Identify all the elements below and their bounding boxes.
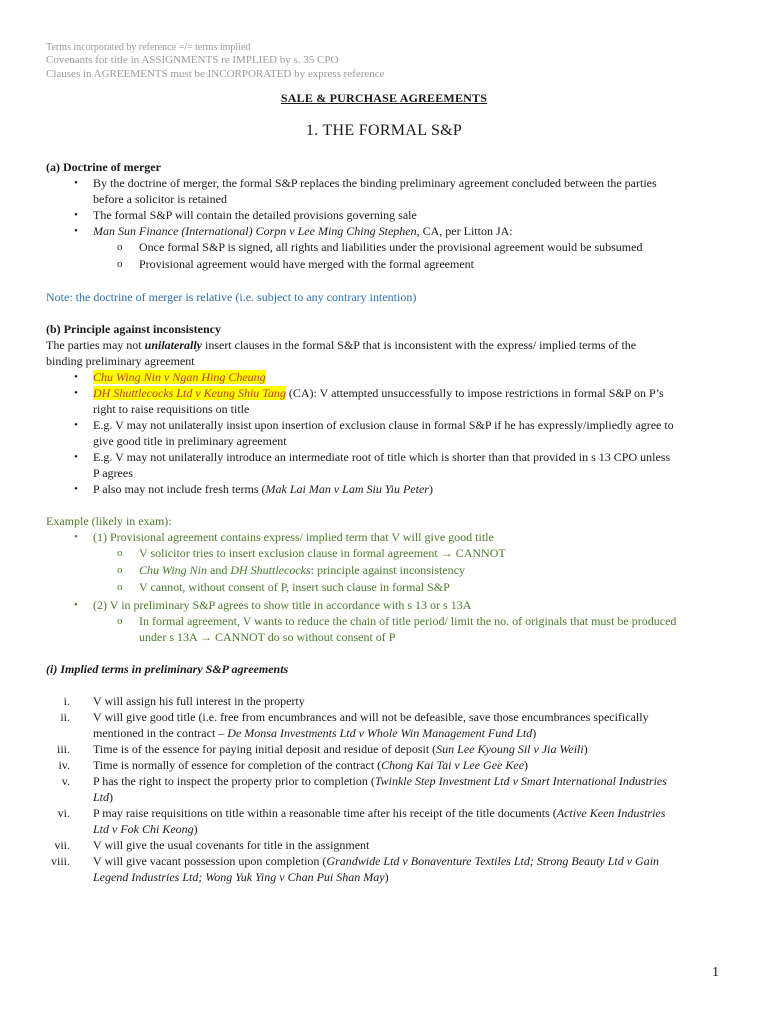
merger-subpoint-1: Once formal S&P is signed, all rights and liabilities under the provisional agreement would be subsumed <box>139 240 643 254</box>
document-title: SALE & PURCHASE AGREEMENTS <box>280 91 488 105</box>
sub-bullet-icon: o <box>117 615 123 627</box>
case-name: Active Keen Industries <box>556 806 666 820</box>
inconsistency-example-1-line-1: E.g. V may not unilaterally insist upon insertion of exclusion clause in formal S&P if he has expressly/impliedly agree to <box>93 418 674 432</box>
inconsistency-intro-line-1: The parties may not unilaterally insert clauses in the formal S&P that is inconsistent with the express/ implied terms of the <box>46 338 637 352</box>
merger-subpoint-2: Provisional agreement would have merged with the formal agreement <box>139 257 475 271</box>
heading-principle-against-inconsistency: (b) Principle against inconsistency <box>46 322 222 336</box>
case-name: De Monsa Investments Ltd v Whole Win Management Fund Ltd <box>227 726 533 740</box>
example-1: (1) Provisional agreement contains express/ implied term that V will give good title <box>93 530 494 544</box>
list-number: vi. <box>57 806 70 820</box>
highlighted-case-name: DH Shuttlecocks Ltd v Keung Shiu Tang <box>93 386 286 400</box>
bullet-icon: • <box>74 371 78 383</box>
case-name: Grandwide Ltd v Bonaventure Textiles Ltd; Strong Beauty Ltd v Gain <box>326 854 660 868</box>
header-note-2: Covenants for title in ASSIGNMENTS re IMPLIED by s. 35 CPO <box>46 54 339 66</box>
sub-bullet-icon: o <box>117 258 123 270</box>
example-1-sub-3: V cannot, without consent of P, insert such clause in formal S&P <box>139 580 450 594</box>
inconsistency-example-1-line-2: give good title in preliminary agreement <box>93 434 287 448</box>
emphasis: unilaterally <box>144 338 202 352</box>
case-chu-wing-nin <box>93 369 266 385</box>
inconsistency-example-2-line-2: P agrees <box>93 466 133 480</box>
merger-point-1-line-2: before a solicitor is retained <box>93 192 227 206</box>
section-title: 1. THE FORMAL S&P <box>305 122 463 139</box>
case-dh-shuttlecocks: DH Shuttlecocks Ltd v Keung Shiu Tang (CA): V attempted unsuccessfully to impose restrictions in formal S&P on P’s <box>93 386 664 400</box>
header-note-3: Clauses in AGREEMENTS must be INCORPORATED by express reference <box>46 68 385 80</box>
list-number: vii. <box>54 838 70 852</box>
sub-bullet-icon: o <box>117 241 123 253</box>
bullet-icon: • <box>74 419 78 431</box>
example-2-sub-1-line-2: under s 13A → CANNOT do so without consent of P <box>139 630 396 644</box>
page-number: 1 <box>712 965 719 980</box>
example-1-sub-1: V solicitor tries to insert exclusion clause in formal agreement → CANNOT <box>139 546 506 560</box>
implied-term-8-line-1: V will give vacant possession upon completion (Grandwide Ltd v Bonaventure Textiles Ltd; Strong Beauty Ltd v Gain <box>93 854 660 868</box>
case-name: Sun Lee Kyoung Sil v Jia Weili <box>436 742 584 756</box>
sub-bullet-icon: o <box>117 581 123 593</box>
sub-bullet-icon: o <box>117 564 123 576</box>
heading-implied-terms: (i) Implied terms in preliminary S&P agreements <box>46 662 289 676</box>
implied-term-2-line-2: mentioned in the contract – De Monsa Investments Ltd v Whole Win Management Fund Ltd) <box>93 726 537 740</box>
case-name: Man Sun Finance (International) Corpn v Lee Ming Ching Stephen <box>93 224 417 238</box>
implied-term-5-line-2: Ltd) <box>93 790 114 804</box>
merger-point-1-line-1: By the doctrine of merger, the formal S&P replaces the binding preliminary agreement concluded between the parties <box>93 176 657 190</box>
inconsistency-example-2-line-1: E.g. V may not unilaterally introduce an intermediate root of title which is shorter than that provided in s 13 CPO unless <box>93 450 671 464</box>
implied-term-6-line-1: P may raise requisitions on title within a reasonable time after his receipt of the title documents (Active Keen Industries <box>93 806 666 820</box>
example-2-sub-1-line-1: In formal agreement, V wants to reduce the chain of title period/ limit the no. of originals that must be produced <box>139 614 677 628</box>
case-name: Mak Lai Man v Lam Siu Yiu Peter <box>265 482 429 496</box>
implied-term-6-line-2: Ltd v Fok Chi Keong) <box>93 822 198 836</box>
case-dh-shuttlecocks-line-2: right to raise requisitions on title <box>93 402 250 416</box>
example-heading: Example (likely in exam): <box>46 514 172 528</box>
implied-term-5-line-1: P has the right to inspect the property prior to completion (Twinkle Step Investment Ltd v Smart International Industries <box>93 774 667 788</box>
implied-term-8-line-2: Legend Industries Ltd; Wong Yuk Ying v Chan Pui Shan May) <box>93 870 389 884</box>
merger-note: Note: the doctrine of merger is relative (i.e. subject to any contrary intention) <box>46 290 417 304</box>
bullet-icon: • <box>74 177 78 189</box>
highlighted-case-name: Chu Wing Nin v Ngan Hing Cheung <box>93 370 266 384</box>
sub-bullet-icon: o <box>117 547 123 559</box>
bullet-icon: • <box>74 599 78 611</box>
header-note-1: Terms incorporated by reference =/= terms implied <box>46 42 251 53</box>
heading-doctrine-of-merger: (a) Doctrine of merger <box>46 160 161 174</box>
merger-point-2: The formal S&P will contain the detailed provisions governing sale <box>93 208 417 222</box>
list-number: iii. <box>56 742 70 756</box>
example-1-sub-2: Chu Wing Nin and DH Shuttlecocks: principle against inconsistency <box>139 563 465 577</box>
example-2: (2) V in preliminary S&P agrees to show title in accordance with s 13 or s 13A <box>93 598 472 612</box>
list-number: iv. <box>58 758 70 772</box>
implied-term-4: Time is normally of essence for completion of the contract (Chong Kai Tai v Lee Gee Kee) <box>93 758 529 772</box>
inconsistency-intro-line-2: binding preliminary agreement <box>46 354 195 368</box>
fresh-terms-point: P also may not include fresh terms (Mak Lai Man v Lam Siu Yiu Peter) <box>93 482 433 496</box>
bullet-icon: • <box>74 225 78 237</box>
bullet-icon: • <box>74 209 78 221</box>
case-name: Twinkle Step Investment Ltd v Smart International Industries <box>374 774 667 788</box>
bullet-icon: • <box>74 451 78 463</box>
implied-term-1: V will assign his full interest in the property <box>93 694 305 708</box>
bullet-icon: • <box>74 531 78 543</box>
merger-point-3: Man Sun Finance (International) Corpn v Lee Ming Ching Stephen, CA, per Litton JA: <box>93 224 513 238</box>
list-number: viii. <box>50 854 70 868</box>
list-number: v. <box>61 774 70 788</box>
implied-term-2-line-1: V will give good title (i.e. free from encumbrances and will not be defeasible, save those encumbrances specifically <box>93 710 649 724</box>
case-name: Chong Kai Tai v Lee Gee Kee <box>381 758 525 772</box>
list-number: ii. <box>60 710 70 724</box>
list-number: i. <box>63 694 70 708</box>
bullet-icon: • <box>74 483 78 495</box>
bullet-icon: • <box>74 387 78 399</box>
implied-term-3: Time is of the essence for paying initial deposit and residue of deposit (Sun Lee Kyoung Sil v Jia Weili) <box>93 742 588 756</box>
implied-term-7: V will give the usual covenants for title in the assignment <box>93 838 370 852</box>
